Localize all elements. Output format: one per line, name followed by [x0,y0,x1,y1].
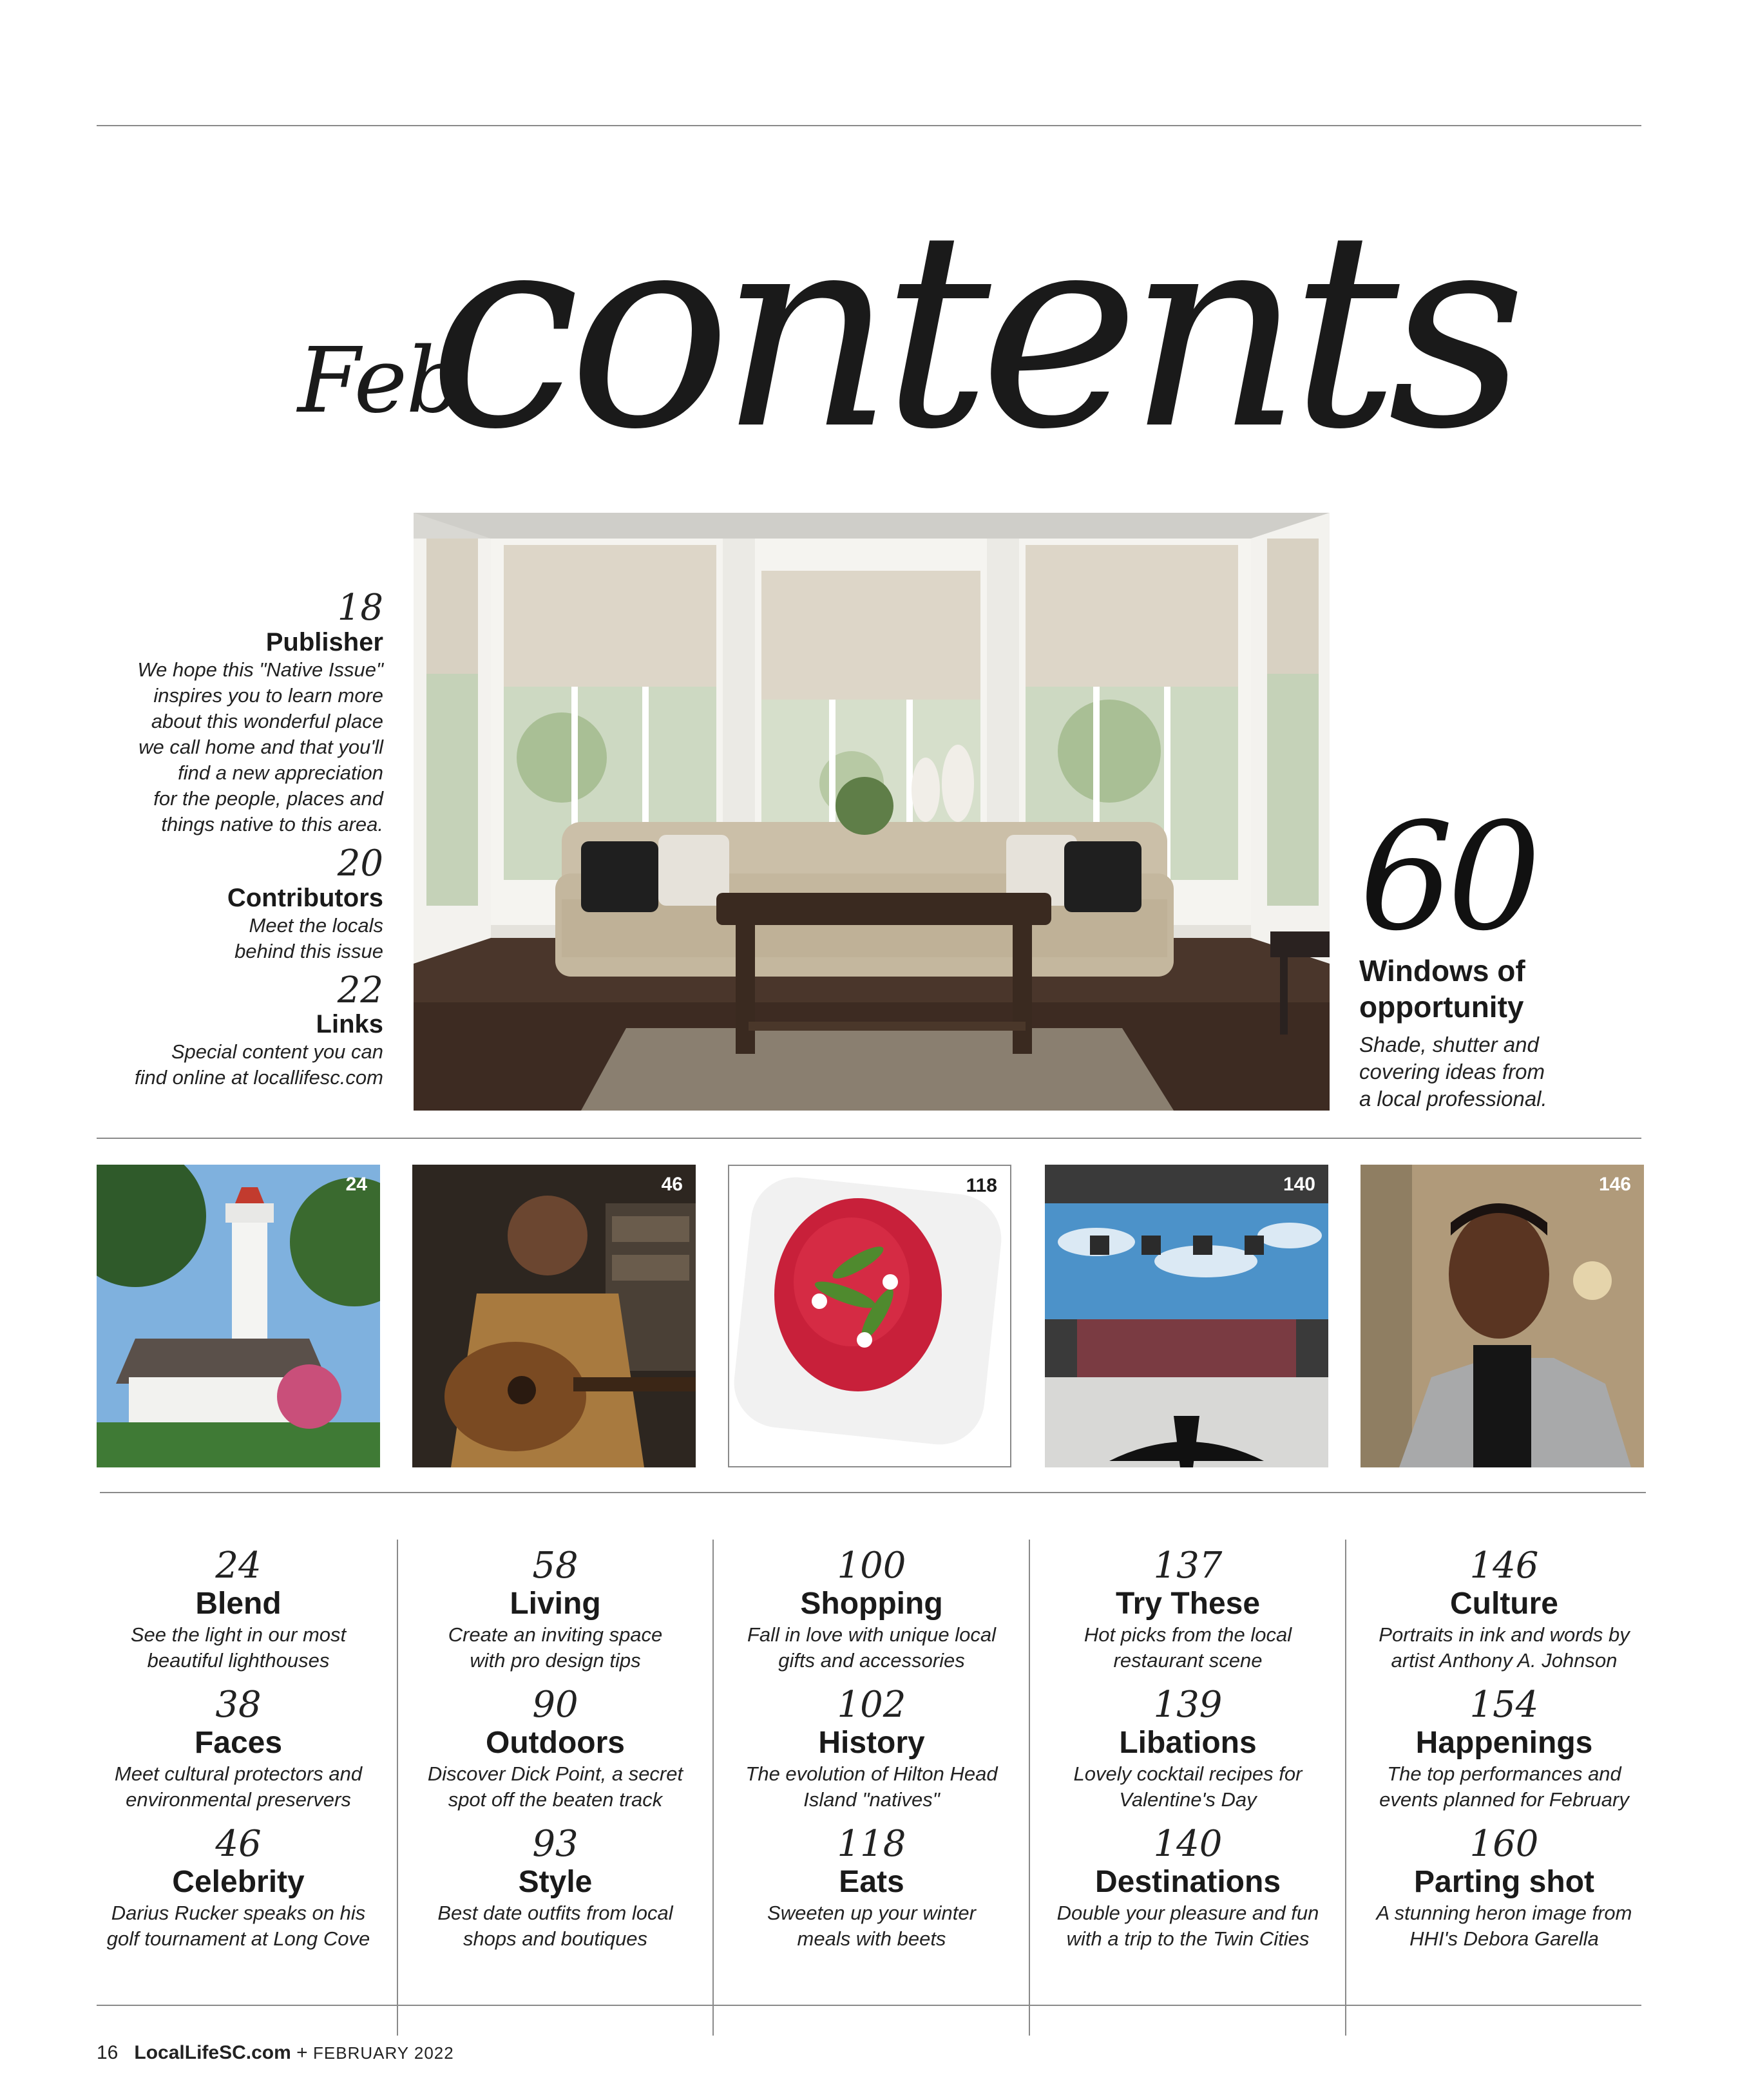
entry-description: See the light in our most beautiful lighthouses [130,1623,347,1672]
footer-site-link[interactable]: LocalLifeSC.com [134,2042,291,2063]
feature-description: Shade, shutter and covering ideas from a local professional. [1359,1032,1547,1111]
thumbnail-page-number: 118 [966,1175,997,1196]
mid-rule [97,1138,1641,1139]
entry-page-number: 58 [532,1545,578,1587]
thumbnail-lighthouse[interactable] [97,1165,380,1467]
column-divider [1029,1540,1030,2036]
entry-title: Links [316,1010,383,1039]
entry-title: Try These [1115,1587,1261,1621]
entry-title: Eats [839,1865,904,1899]
entry-page-number: 18 [337,587,383,629]
entry-title: Contributors [227,883,383,912]
title-month: Feb [298,329,463,434]
bottom-rule [97,2005,1641,2006]
entry-eats[interactable] [720,1824,1023,1963]
entry-description: Hot picks from the local restaurant scene [1084,1623,1292,1672]
column-3 [720,1546,1023,1963]
left-entries [103,589,383,1091]
entry-destinations[interactable] [1036,1824,1339,1963]
entry-title: Destinations [1094,1865,1281,1899]
entry-try-these[interactable] [1036,1546,1339,1685]
column-2 [404,1546,707,1963]
thumbnail-guitarist[interactable] [412,1165,696,1467]
thumbnail-page-number: 24 [345,1174,367,1195]
title-contents: contents [428,174,1515,489]
footer-page-number: 16 [97,2042,119,2063]
entry-description: Double your pleasure and fun with a trip to the Twin Cities [1056,1902,1319,1950]
entry-page-number: 154 [1469,1684,1539,1726]
column-5 [1353,1546,1656,1963]
entry-title: Shopping [800,1587,943,1621]
thumbnail-page-number: 146 [1598,1174,1631,1195]
footer-issue-date: FEBRUARY 2022 [313,2043,454,2063]
entry-title: Happenings [1415,1726,1593,1760]
feature-windows[interactable] [1359,792,1649,1112]
entry-page-number: 137 [1153,1545,1223,1587]
entry-description: Meet the locals behind this issue [234,913,383,962]
entry-libations[interactable] [1036,1685,1339,1824]
entry-title: Culture [1450,1587,1558,1621]
column-1 [87,1546,390,1963]
entry-parting-shot[interactable] [1353,1824,1656,1963]
column-divider [712,1540,714,2036]
thumbnail-page-number: 140 [1283,1174,1315,1195]
entry-celebrity[interactable] [87,1824,390,1963]
footer-separator: + [296,2042,308,2063]
entry-living[interactable] [404,1546,707,1685]
entry-page-number: 140 [1153,1823,1223,1865]
entry-blend[interactable] [87,1546,390,1685]
entry-page-number: 93 [532,1823,578,1865]
entry-title: Living [510,1587,601,1621]
feature-page-number: 60 [1359,792,1535,964]
entry-contributors[interactable] [103,842,383,964]
entry-faces[interactable] [87,1685,390,1824]
entry-page-number: 46 [215,1823,262,1865]
entry-description: A stunning heron image from HHI's Debora Garella [1376,1902,1632,1950]
entry-happenings[interactable] [1353,1685,1656,1824]
entry-page-number: 146 [1469,1545,1539,1587]
entry-shopping[interactable] [720,1546,1023,1685]
entry-page-number: 90 [532,1684,578,1726]
entry-page-number: 139 [1153,1684,1223,1726]
entry-page-number: 24 [215,1545,262,1587]
column-4 [1036,1546,1339,1963]
top-rule [97,125,1641,126]
entry-description: The top performances and events planned for February [1379,1762,1629,1811]
entry-title: Outdoors [486,1726,625,1760]
entry-description: Fall in love with unique local gifts and accessories [747,1623,996,1672]
entry-style[interactable] [404,1824,707,1963]
thumbnail-portrait[interactable] [1361,1165,1644,1467]
entry-page-number: 118 [837,1823,906,1865]
entry-title: Faces [194,1726,283,1760]
entry-title: Celebrity [172,1865,305,1899]
entry-page-number: 100 [837,1545,906,1587]
column-divider [397,1540,398,2036]
main-photo-living-room[interactable] [414,513,1330,1111]
column-divider [1345,1540,1346,2036]
thumbnail-beet-dish[interactable] [728,1165,1011,1467]
entry-page-number: 38 [215,1684,262,1726]
entry-title: Libations [1119,1726,1257,1760]
entry-description: Darius Rucker speaks on his golf tournament at Long Cove [106,1902,370,1950]
entry-description: Meet cultural protectors and environmental preservers [114,1762,363,1811]
entry-outdoors[interactable] [404,1685,707,1824]
entry-title: Blend [195,1587,282,1621]
entry-publisher[interactable] [103,589,383,837]
feature-title: Windows of opportunity [1359,953,1525,1024]
entry-page-number: 102 [837,1684,906,1726]
entry-description: Special content you can find online at locallifesc.com [135,1040,383,1089]
page-footer [97,2042,454,2064]
entry-description: Discover Dick Point, a secret spot off the beaten track [427,1762,683,1811]
entry-title: Publisher [265,627,383,656]
entry-title: History [818,1726,925,1760]
thumb-bottom-rule [100,1492,1646,1493]
entry-description: Portraits in ink and words by artist Anthony A. Johnson [1379,1623,1630,1672]
entry-page-number: 160 [1469,1823,1539,1865]
entry-description: Best date outfits from local shops and boutiques [437,1902,673,1950]
entry-title: Parting shot [1413,1865,1594,1899]
entry-description: The evolution of Hilton Head Island "natives" [745,1762,998,1811]
entry-culture[interactable] [1353,1546,1656,1685]
page-title [283,174,1515,489]
entry-title: Style [518,1865,593,1899]
thumbnail-page-number: 46 [661,1174,683,1195]
entry-description: We hope this "Native Issue" inspires you to learn more about this wonderful place we call home and that you'll find a new appreciation for the people, places and things native to this area. [137,658,383,835]
entry-page-number: 20 [337,842,383,884]
entry-history[interactable] [720,1685,1023,1824]
entry-description: Create an inviting space with pro design tips [448,1623,663,1672]
thumbnail-museum-atrium[interactable] [1045,1165,1328,1467]
entry-page-number: 22 [337,969,383,1011]
entry-links[interactable] [103,969,383,1091]
entry-description: Lovely cocktail recipes for Valentine's Day [1073,1762,1303,1811]
entry-description: Sweeten up your winter meals with beets [767,1902,976,1950]
